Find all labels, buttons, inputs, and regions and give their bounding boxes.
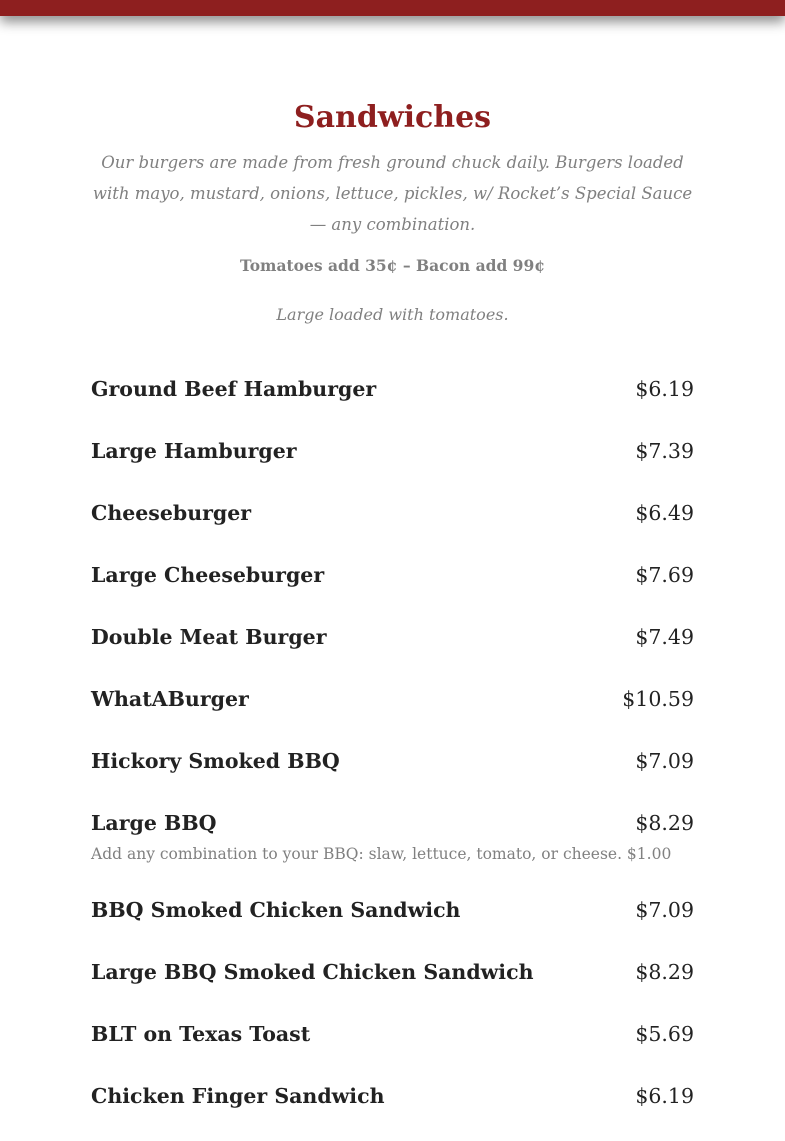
menu-item-row [91, 1079, 694, 1114]
item-name: Chicken Finger Sandwich [91, 1084, 385, 1108]
item-price: $7.09 [635, 898, 694, 922]
item-price: $10.59 [622, 687, 694, 711]
item-name: Hickory Smoked BBQ [91, 749, 340, 773]
menu-item-row [91, 620, 694, 655]
menu-item-row [91, 496, 694, 531]
menu-item [91, 1017, 694, 1052]
item-name: WhatABurger [91, 687, 249, 711]
menu-item-row [91, 1017, 694, 1052]
item-price: $6.49 [635, 501, 694, 525]
item-name: Large BBQ [91, 811, 217, 835]
section-title: Sandwiches [293, 100, 492, 135]
menu-item [91, 682, 694, 717]
item-price: $7.49 [635, 625, 694, 649]
item-name: Double Meat Burger [91, 625, 327, 649]
menu-item [91, 744, 694, 779]
menu-item [91, 955, 694, 990]
item-price: $7.39 [635, 439, 694, 463]
menu-list [91, 372, 694, 1114]
item-price: $8.29 [635, 960, 694, 984]
item-name: Large Cheeseburger [91, 563, 325, 587]
menu-item [91, 893, 694, 928]
menu-item [91, 806, 694, 866]
item-price: $8.29 [635, 811, 694, 835]
item-price: $5.69 [635, 1022, 694, 1046]
menu-item [91, 558, 694, 593]
menu-item-row [91, 558, 694, 593]
menu-item [91, 620, 694, 655]
section-intro: Our burgers are made from fresh ground chuck daily. Burgers loaded with mayo, mustard, onions, lettuce, pickles, w/ Rocket’s Special Sauce — any combination. [92, 153, 693, 234]
large-note: Large loaded with tomatoes. [276, 305, 509, 324]
item-name: BBQ Smoked Chicken Sandwich [91, 898, 461, 922]
menu-item [91, 434, 694, 469]
sandwiches-section [91, 98, 694, 1141]
menu-item-row [91, 955, 694, 990]
item-name: Ground Beef Hamburger [91, 377, 377, 401]
menu-item [91, 372, 694, 407]
item-price: $6.19 [635, 1084, 694, 1108]
menu-item [91, 496, 694, 531]
menu-item-row [91, 806, 694, 841]
menu-item-row [91, 434, 694, 469]
item-note: Add any combination to your BBQ: slaw, lettuce, tomato, or cheese. $1.00 [91, 845, 672, 863]
item-name: Large BBQ Smoked Chicken Sandwich [91, 960, 534, 984]
menu-item-row [91, 744, 694, 779]
addons-note: Tomatoes add 35¢ – Bacon add 99¢ [239, 256, 546, 275]
item-name: Cheeseburger [91, 501, 252, 525]
item-name: BLT on Texas Toast [91, 1022, 311, 1046]
item-price: $7.69 [635, 563, 694, 587]
item-price: $6.19 [635, 377, 694, 401]
menu-item-row [91, 682, 694, 717]
menu-item-row [91, 372, 694, 407]
menu-item-row [91, 893, 694, 928]
item-price: $7.09 [635, 749, 694, 773]
header-bar [0, 0, 785, 16]
item-name: Large Hamburger [91, 439, 297, 463]
menu-item [91, 1079, 694, 1114]
